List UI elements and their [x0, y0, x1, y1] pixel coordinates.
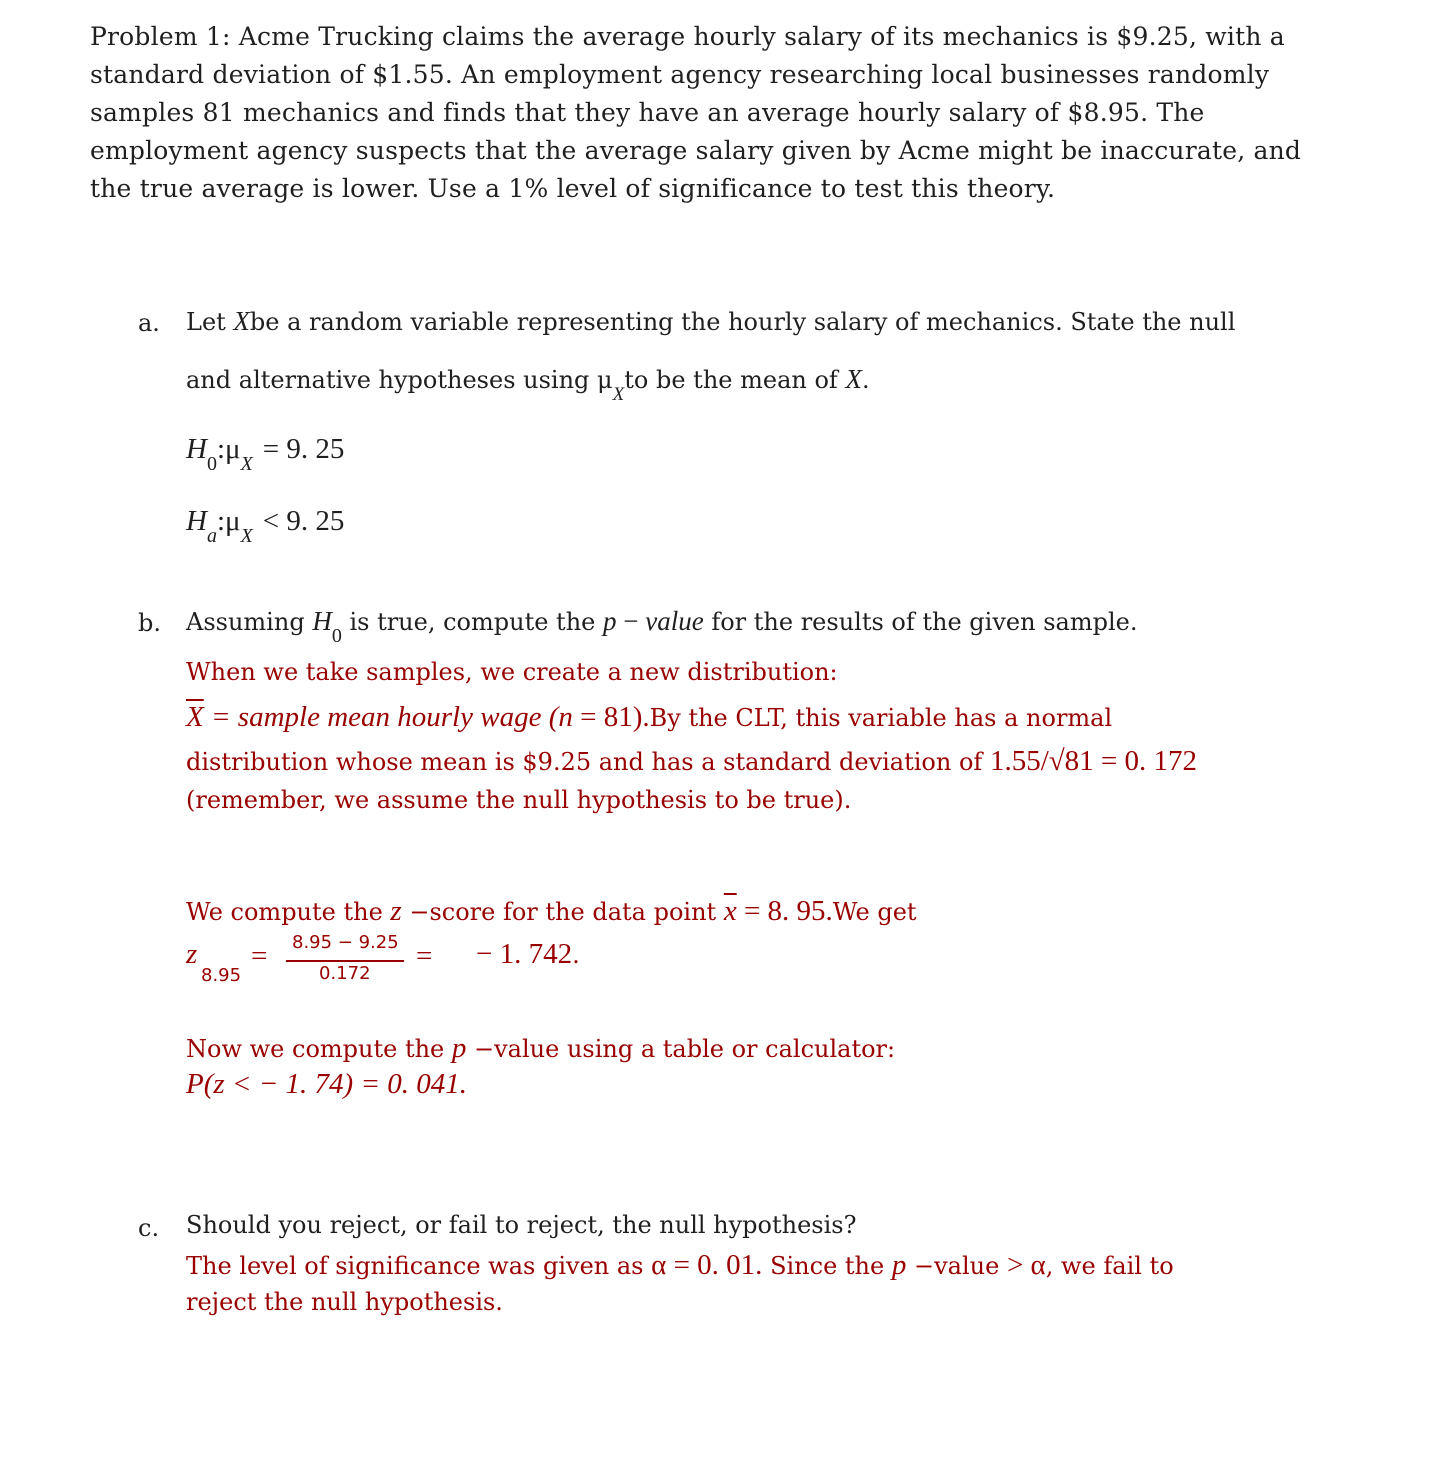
text-run: , we fail to	[1045, 1252, 1174, 1280]
math-var: $\overline{x}$	[723, 895, 737, 927]
math-relation: < 9. 25	[262, 505, 345, 537]
text-run: Assuming	[186, 608, 313, 636]
math-expression: = sample mean hourly wage (n	[203, 701, 573, 733]
math-expression: P(z < − 1. 74) = 0. 041.	[186, 1068, 468, 1100]
math-op: :	[216, 433, 226, 465]
math-var: μ	[597, 366, 613, 394]
text-run: to be the mean of	[624, 366, 846, 394]
text-run: We compute the	[186, 898, 391, 926]
part-b-label: b.	[138, 609, 161, 637]
text-run: We get	[832, 898, 917, 926]
standard-deviation-line	[186, 745, 1197, 778]
p-value-calculation	[186, 1068, 467, 1101]
problem-line: standard deviation of $1.55. An employment agency researching local businesses randomly	[90, 60, 1270, 89]
text-run: By the CLT, this variable has a normal	[649, 704, 1113, 732]
math-op: :	[216, 505, 226, 537]
part-c-question: Should you reject, or fail to reject, the null hypothesis?	[186, 1211, 857, 1239]
math-op: −	[616, 606, 646, 636]
fraction-denominator: 0.172	[319, 963, 371, 984]
fraction-bar	[286, 960, 404, 962]
math-expression: = 81).	[572, 701, 650, 733]
text-run: for the results of the given sample.	[703, 608, 1138, 636]
text-run: −score for the data point	[401, 898, 724, 926]
problem-line: employment agency suspects that the average salary given by Acme might be inaccurate, and	[90, 136, 1302, 165]
math-subscript: 0	[331, 625, 342, 647]
math-subscript: 0	[206, 453, 217, 475]
math-var: H	[186, 433, 207, 465]
text-run: distribution whose mean is $9.25 and has a standard deviation of	[186, 748, 990, 776]
text-run: Now we compute the	[186, 1035, 452, 1063]
text-run: be a random variable representing the hourly salary of mechanics. State the null	[249, 308, 1236, 336]
equals-sign: =	[416, 940, 433, 972]
math-var: z	[390, 895, 402, 927]
math-var: α	[1023, 1249, 1046, 1281]
part-c-label: c.	[138, 1214, 160, 1242]
text-run: .	[572, 941, 580, 969]
math-var: μ	[225, 433, 241, 465]
part-a-label: a.	[138, 309, 160, 337]
math-subscript: a	[206, 525, 217, 547]
text-run: Since the	[762, 1252, 892, 1280]
text-run: The level of significance was given as	[186, 1252, 652, 1280]
z-variable: z	[186, 938, 198, 970]
z-subscript: 8.95	[201, 965, 242, 986]
text-run: .	[861, 366, 870, 394]
null-assumption-note: (remember, we assume the null hypothesis to be true).	[186, 786, 852, 814]
math-var: p	[891, 1249, 907, 1281]
alternative-hypothesis	[186, 505, 345, 547]
text-run: and alternative hypotheses using	[186, 366, 598, 394]
math-expression: 1.55/√81 = 0. 172	[989, 745, 1198, 777]
math-var: μ	[225, 505, 241, 537]
fraction-numerator: 8.95 − 9.25	[292, 932, 399, 953]
conclusion-line-1	[186, 1249, 1174, 1282]
p-value-intro	[186, 1032, 895, 1065]
conclusion-line-2: reject the null hypothesis.	[186, 1288, 503, 1316]
problem-line: Problem 1: Acme Trucking claims the average hourly salary of its mechanics is $9.25, with a	[90, 22, 1285, 51]
math-expression: − 1. 742	[476, 938, 573, 970]
math-relation: = 9. 25	[262, 433, 345, 465]
z-score-intro	[186, 895, 917, 928]
equals-sign: =	[251, 940, 268, 972]
text-run: is true, compute the	[341, 608, 603, 636]
math-var: p	[602, 606, 617, 636]
math-var: α	[651, 1249, 667, 1281]
math-expression: = 8. 95.	[736, 895, 833, 927]
null-hypothesis	[186, 433, 345, 475]
math-var: H	[312, 606, 332, 636]
part-b-question	[186, 606, 1138, 647]
text-run: −value	[906, 1252, 1007, 1280]
math-var: $\overline{X}$	[186, 701, 204, 733]
part-a-question-line-1	[186, 306, 1235, 337]
math-subscript: X	[612, 384, 625, 405]
text-run: Let	[186, 308, 234, 336]
math-subscript: X	[240, 453, 253, 475]
distribution-intro: When we take samples, we create a new distribution:	[186, 658, 838, 686]
math-var: p	[451, 1032, 467, 1064]
problem-line: the true average is lower. Use a 1% level of significance to test this theory.	[90, 174, 1056, 203]
z-score-value	[476, 938, 580, 971]
math-var: X	[845, 364, 862, 394]
math-op: >	[1006, 1249, 1024, 1281]
math-var: H	[186, 505, 207, 537]
math-subscript: X	[240, 525, 253, 547]
part-a-question-line-2	[186, 364, 870, 405]
math-expression: = 0. 01.	[666, 1249, 763, 1281]
sample-mean-definition	[186, 701, 1112, 734]
math-var: value	[645, 606, 704, 636]
math-var: X	[233, 306, 250, 336]
text-run: −value using a table or calculator:	[466, 1035, 896, 1063]
problem-line: samples 81 mechanics and finds that they have an average hourly salary of $8.95. The	[90, 98, 1205, 127]
